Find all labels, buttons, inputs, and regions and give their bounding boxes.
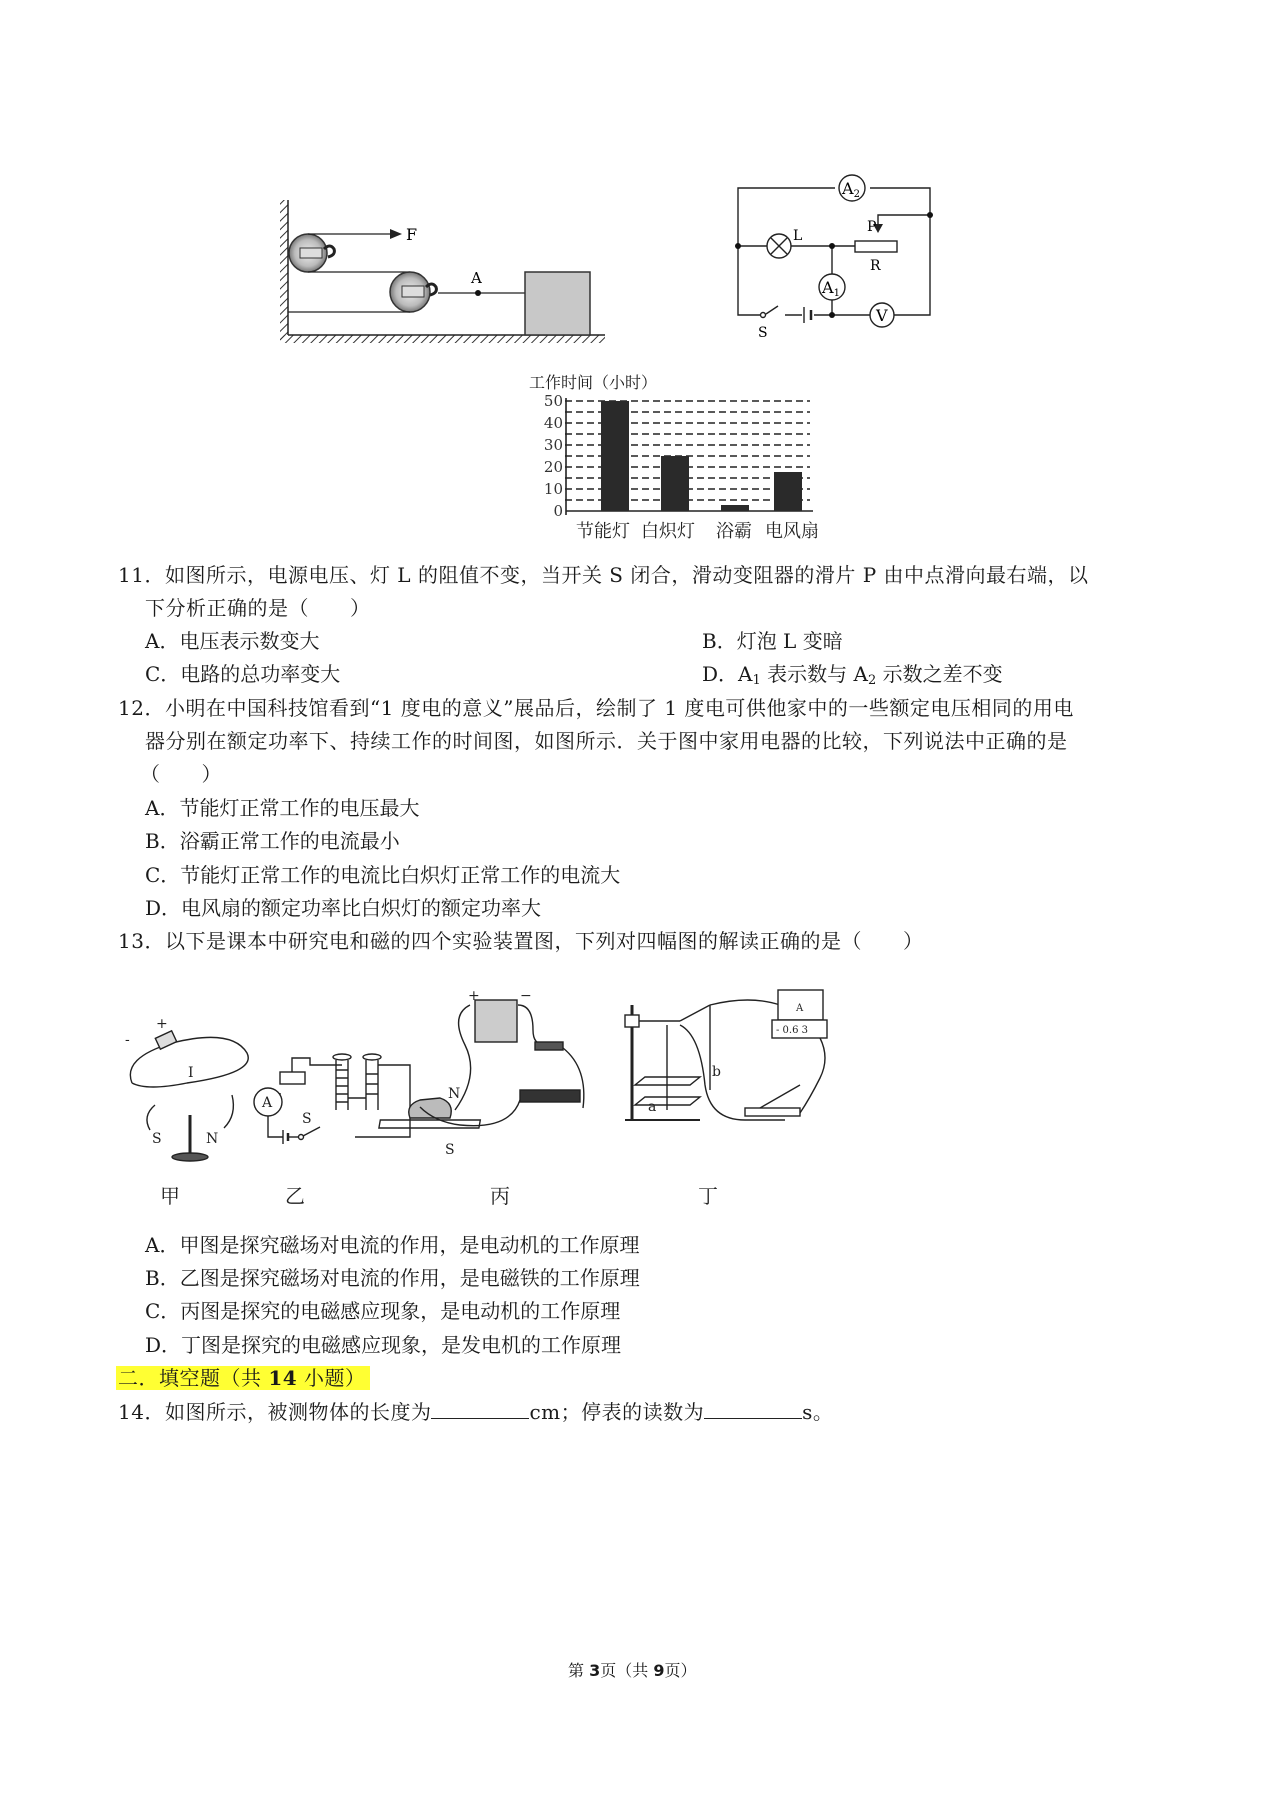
figure-label-yi: 乙 (285, 1184, 305, 1208)
svg-text:30: 30 (543, 436, 563, 454)
bar-fan (774, 472, 802, 511)
voltmeter-label: V (876, 306, 888, 325)
q14-stem: 14．如图所示，被测物体的长度为 cm；停表的读数为 s。 (118, 1396, 833, 1427)
svg-text:0: 0 (553, 502, 563, 520)
figure-label-ding: 丁 (698, 1184, 718, 1208)
pulley-figure (280, 195, 610, 345)
figure-label-jia: 甲 (160, 1184, 180, 1208)
svg-text:20: 20 (543, 458, 563, 476)
work-time-chart (525, 370, 825, 540)
q12-stem-line3: （ ） (140, 762, 222, 786)
q11-stem-line1: 11．如图所示，电源电压、灯 L 的阻值不变，当开关 S 闭合，滑动变阻器的滑片 P 由中点滑向最右端，以 (118, 563, 1089, 587)
force-label: F (406, 225, 418, 244)
plus-label: + (156, 1016, 168, 1032)
bar-incandescent (661, 456, 689, 511)
q12-stem-line1: 12．小明在中国科技馆看到“1 度电的意义”展品后，绘制了 1 度电可供他家中的一些额定电压相同的用电 (118, 696, 1074, 720)
rheostat-label: R (870, 258, 881, 274)
stopwatch-answer-blank[interactable] (704, 1396, 802, 1419)
q13-stem: 13．以下是课本中研究电和磁的四个实验装置图，下列对四幅图的解读正确的是（ ） (118, 929, 924, 953)
q13-option-c[interactable]: C．丙图是探究的电磁感应现象，是电动机的工作原理 (145, 1299, 621, 1323)
figure-label-bing: 丙 (490, 1184, 510, 1208)
south-label: S (445, 1142, 455, 1158)
north-label: N (448, 1086, 461, 1102)
plus-label: + (468, 988, 480, 1004)
q12-option-c[interactable]: C．节能灯正常工作的电流比白炽灯正常工作的电流大 (145, 863, 621, 887)
svg-text:50: 50 (543, 392, 563, 410)
section-heading: 二．填空题（共 14 小题） (116, 1363, 370, 1393)
ammeter2-label: A2 (842, 179, 860, 200)
circuit-figure (730, 170, 950, 340)
experiments-figure (120, 980, 950, 1220)
b-label: b (712, 1064, 721, 1080)
category-label: 电风扇 (765, 521, 819, 540)
bar-cfl (601, 401, 629, 511)
q11-option-b[interactable]: B．灯泡 L 变暗 (702, 629, 843, 653)
ammeter-label: A (262, 1095, 273, 1111)
arrow-icon (390, 229, 402, 239)
q13-option-b[interactable]: B．乙图是探究磁场对电流的作用，是电磁铁的工作原理 (145, 1266, 640, 1290)
minus-label: − (520, 988, 532, 1004)
q11-option-c[interactable]: C．电路的总功率变大 (145, 662, 341, 686)
lamp-label: L (793, 228, 803, 244)
svg-text:40: 40 (543, 414, 563, 432)
svg-text:10: 10 (543, 480, 563, 498)
minus-label: - (125, 1032, 130, 1048)
q11-stem-line2: 下分析正确的是（ ） (145, 596, 371, 620)
meter-scale: - 0.6 3 (776, 1025, 809, 1036)
category-label: 节能灯 (576, 521, 630, 540)
south-label: S (152, 1131, 162, 1147)
q13-option-a[interactable]: A．甲图是探究磁场对电流的作用，是电动机的工作原理 (145, 1233, 640, 1257)
q12-option-d[interactable]: D．电风扇的额定功率比白炽灯的额定功率大 (145, 896, 542, 920)
block (525, 272, 590, 335)
q13-option-d[interactable]: D．丁图是探究的电磁感应现象，是发电机的工作原理 (145, 1333, 622, 1357)
ammeter1-label: A1 (822, 278, 840, 299)
q12-option-b[interactable]: B．浴霸正常工作的电流最小 (145, 829, 400, 853)
q11-option-a[interactable]: A．电压表示数变大 (145, 629, 320, 653)
page-number: 第 3页（共 9页） (568, 1661, 697, 1680)
chart-title: 工作时间（小时） (529, 373, 658, 392)
current-label: I (188, 1065, 194, 1081)
q12-stem-line2: 器分别在额定功率下、持续工作的时间图，如图所示．关于图中家用电器的比较，下列说法中正确的是 (145, 729, 1068, 753)
meter-label: A (796, 1003, 804, 1014)
north-label: N (206, 1131, 219, 1147)
bar-bath-heater (721, 505, 749, 511)
category-label: 浴霸 (716, 521, 752, 540)
q11-option-d[interactable]: D．$A_1$ 表示数与 $A_2$ 示数之差不变 (702, 662, 1003, 688)
switch-label: S (302, 1111, 312, 1127)
category-label: 白炽灯 (641, 521, 695, 540)
a-label: a (648, 1099, 657, 1115)
length-answer-blank[interactable] (431, 1396, 529, 1419)
switch-label: S (758, 325, 768, 340)
q12-option-a[interactable]: A．节能灯正常工作的电压最大 (145, 796, 420, 820)
slider-label: P (867, 219, 877, 235)
point-a-label: A (471, 269, 482, 287)
